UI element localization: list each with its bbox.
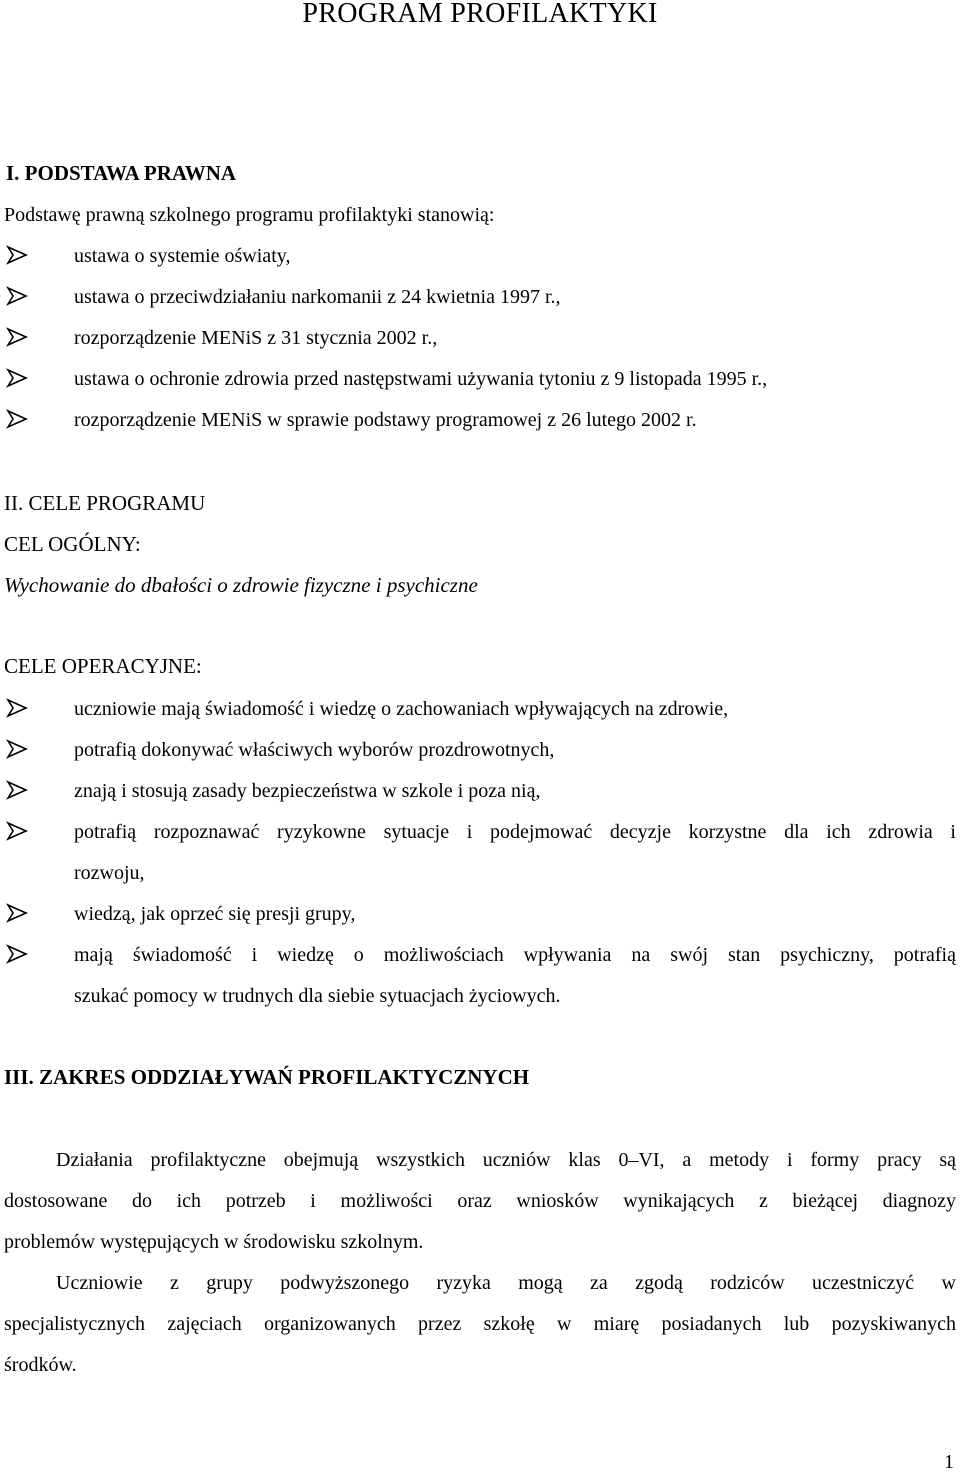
section-1-intro: Podstawę prawną szkolnego programu profilaktyki stanowią: — [4, 204, 495, 226]
list-item-text: ustawa o ochronie zdrowia przed następstwami używania tytoniu z 9 listopada 1995 r., — [74, 368, 768, 390]
list-item-text: mają świadomość i wiedzę o możliwościach wpływania na swój stan psychiczny, potrafią — [74, 944, 956, 966]
arrow-bullet-icon — [6, 286, 28, 306]
paragraph-line: środków. — [4, 1354, 77, 1376]
list-item-text: wiedzą, jak oprzeć się presji grupy, — [74, 903, 356, 925]
paragraph-line: dostosowane do ich potrzeb i możliwości oraz wniosków wynikających z bieżącej diagnozy — [4, 1190, 956, 1212]
paragraph-line: Działania profilaktyczne obejmują wszystkich uczniów klas 0–VI, a metody i formy pracy są — [56, 1149, 956, 1171]
arrow-bullet-icon — [6, 698, 28, 718]
section-3-heading: III. ZAKRES ODDZIAŁYWAŃ PROFILAKTYCZNYCH — [4, 1065, 530, 1089]
list-item-text: potrafią rozpoznawać ryzykowne sytuacje i podejmować decyzje korzystne dla ich zdrowia i — [74, 821, 956, 843]
arrow-bullet-icon — [6, 903, 28, 923]
list-item-text: potrafią dokonywać właściwych wyborów prozdrowotnych, — [74, 739, 555, 761]
page-number: 1 — [944, 1451, 954, 1473]
arrow-bullet-icon — [6, 409, 28, 429]
list-item-text: ustawa o systemie oświaty, — [74, 245, 291, 267]
arrow-bullet-icon — [6, 368, 28, 388]
list-item-text: uczniowie mają świadomość i wiedzę o zachowaniach wpływających na zdrowie, — [74, 698, 729, 720]
paragraph-line: problemów występujących w środowisku szkolnym. — [4, 1231, 424, 1253]
arrow-bullet-icon — [6, 739, 28, 759]
list-item-text: znają i stosują zasady bezpieczeństwa w szkole i poza nią, — [74, 780, 541, 802]
list-item-text-continued: rozwoju, — [74, 862, 145, 884]
list-item-text: rozporządzenie MENiS z 31 stycznia 2002 r., — [74, 327, 438, 349]
list-item-text: rozporządzenie MENiS w sprawie podstawy programowej z 26 lutego 2002 r. — [74, 409, 697, 431]
list-item-text-continued: szukać pomocy w trudnych dla siebie sytuacjach życiowych. — [74, 985, 561, 1007]
arrow-bullet-icon — [6, 821, 28, 841]
arrow-bullet-icon — [6, 245, 28, 265]
section-2-heading: II. CELE PROGRAMU — [4, 491, 206, 515]
operational-goals-label: CELE OPERACYJNE: — [4, 654, 202, 678]
arrow-bullet-icon — [6, 780, 28, 800]
paragraph-line: Uczniowie z grupy podwyższonego ryzyka mogą za zgodą rodziców uczestniczyć w — [56, 1272, 956, 1294]
section-1-heading: I. PODSTAWA PRAWNA — [6, 161, 237, 185]
general-goal-text: Wychowanie do dbałości o zdrowie fizyczne i psychiczne — [4, 573, 478, 597]
general-goal-label: CEL OGÓLNY: — [4, 532, 141, 556]
paragraph-line: specjalistycznych zajęciach organizowanych przez szkołę w miarę posiadanych lub pozyskiwanych — [4, 1313, 956, 1335]
document-title: PROGRAM PROFILAKTYKI — [302, 0, 658, 29]
list-item-text: ustawa o przeciwdziałaniu narkomanii z 24 kwietnia 1997 r., — [74, 286, 561, 308]
arrow-bullet-icon — [6, 327, 28, 347]
arrow-bullet-icon — [6, 944, 28, 964]
